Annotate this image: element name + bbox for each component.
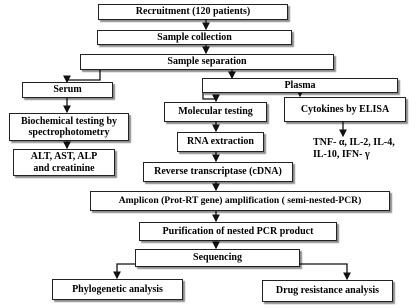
reverse-transcriptase-box: Reverse transcriptase (cDNA) (143, 162, 293, 182)
arrow-sequencing-to-phylogenetic (117, 264, 135, 278)
plasma-box: Plasma (202, 78, 398, 93)
rna-extraction-box: RNA extraction (177, 132, 264, 152)
arrow-plasma-to-molecular (203, 92, 216, 101)
arrow-separation-to-serum (67, 70, 100, 82)
cytokines-elisa-box: Cytokines by ELISA (284, 97, 406, 122)
cytokine-list: TNF- α, IL-2, IL-4, IL-10, IFN- γ (313, 137, 395, 160)
molecular-testing-box: Molecular testing (164, 102, 267, 122)
sequencing-box: Sequencing (135, 249, 300, 267)
arrow-sequencing-to-drug (300, 264, 347, 279)
biochemical-testing-box: Biochemical testing by spectrophotometry (9, 113, 129, 141)
recruitment-box: Recruitment (120 patients) (98, 4, 288, 20)
drug-resistance-analysis-box: Drug resistance analysis (262, 280, 393, 302)
amplicon-box: Amplicon (Prot-RT gene) amplification ( semi-nested-PCR) (90, 191, 390, 211)
sample-collection-box: Sample collection (97, 30, 292, 45)
biochemical-markers-box: ALT, AST, ALP and creatinine (13, 149, 115, 176)
serum-box: Serum (22, 82, 113, 98)
sample-separation-box: Sample separation (80, 54, 334, 70)
phylogenetic-analysis-box: Phylogenetic analysis (52, 279, 183, 300)
purification-box: Purification of nested PCR product (139, 222, 337, 241)
